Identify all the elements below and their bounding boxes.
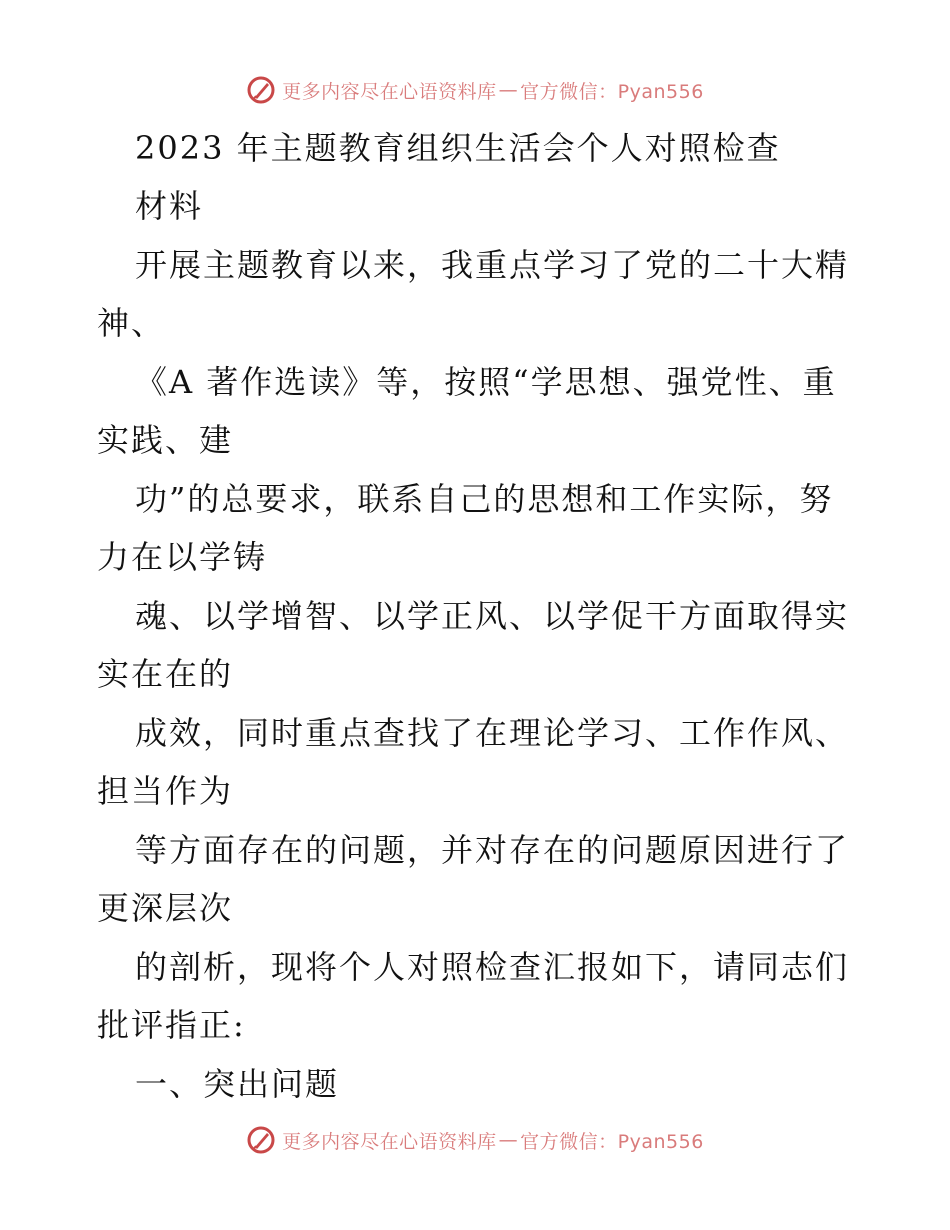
watermark-separator: — [498,1129,519,1151]
body-line: 力在以学铸 [97,538,268,576]
body-line: 神、 [97,304,166,342]
body-line: 的剖析，现将个人对照检查汇报如下，请同志们 [135,948,850,986]
document-title-line-2: 材料 [135,187,204,225]
body-line: 功”的总要求，联系自己的思想和工作实际，努 [135,480,834,518]
body-line: 实在在的 [97,655,234,693]
watermark-text: 更多内容尽在心语资料库 [282,1130,497,1153]
header-watermark [0,70,950,110]
body-line: 担当作为 [97,772,234,810]
body-line: 实践、建 [97,421,234,459]
footer-watermark [0,1120,950,1160]
body-line: 开展主题教育以来，我重点学习了党的二十大精 [135,246,850,284]
body-line: 《A 著作选读》等，按照“学思想、强党性、重 [135,363,837,401]
watermark-wechat: 官方微信：Pyan556 [520,1130,704,1153]
section-heading: 一、突出问题 [135,1065,340,1103]
watermark-wechat: 官方微信：Pyan556 [520,80,704,103]
watermark-separator: — [498,79,519,101]
body-line: 更深层次 [97,889,234,927]
body-line: 魂、以学增智、以学正风、以学促干方面取得实 [135,597,850,635]
quill-pen-circle-icon [246,1125,276,1155]
watermark-text: 更多内容尽在心语资料库 [282,80,497,103]
body-line: 等方面存在的问题，并对存在的问题原因进行了 [135,831,850,869]
body-line: 批评指正: [97,1006,246,1044]
body-line: 成效，同时重点查找了在理论学习、工作作风、 [135,714,850,752]
document-title-line-1: 2023 年主题教育组织生活会个人对照检查 [135,129,781,167]
quill-pen-circle-icon [246,75,276,105]
